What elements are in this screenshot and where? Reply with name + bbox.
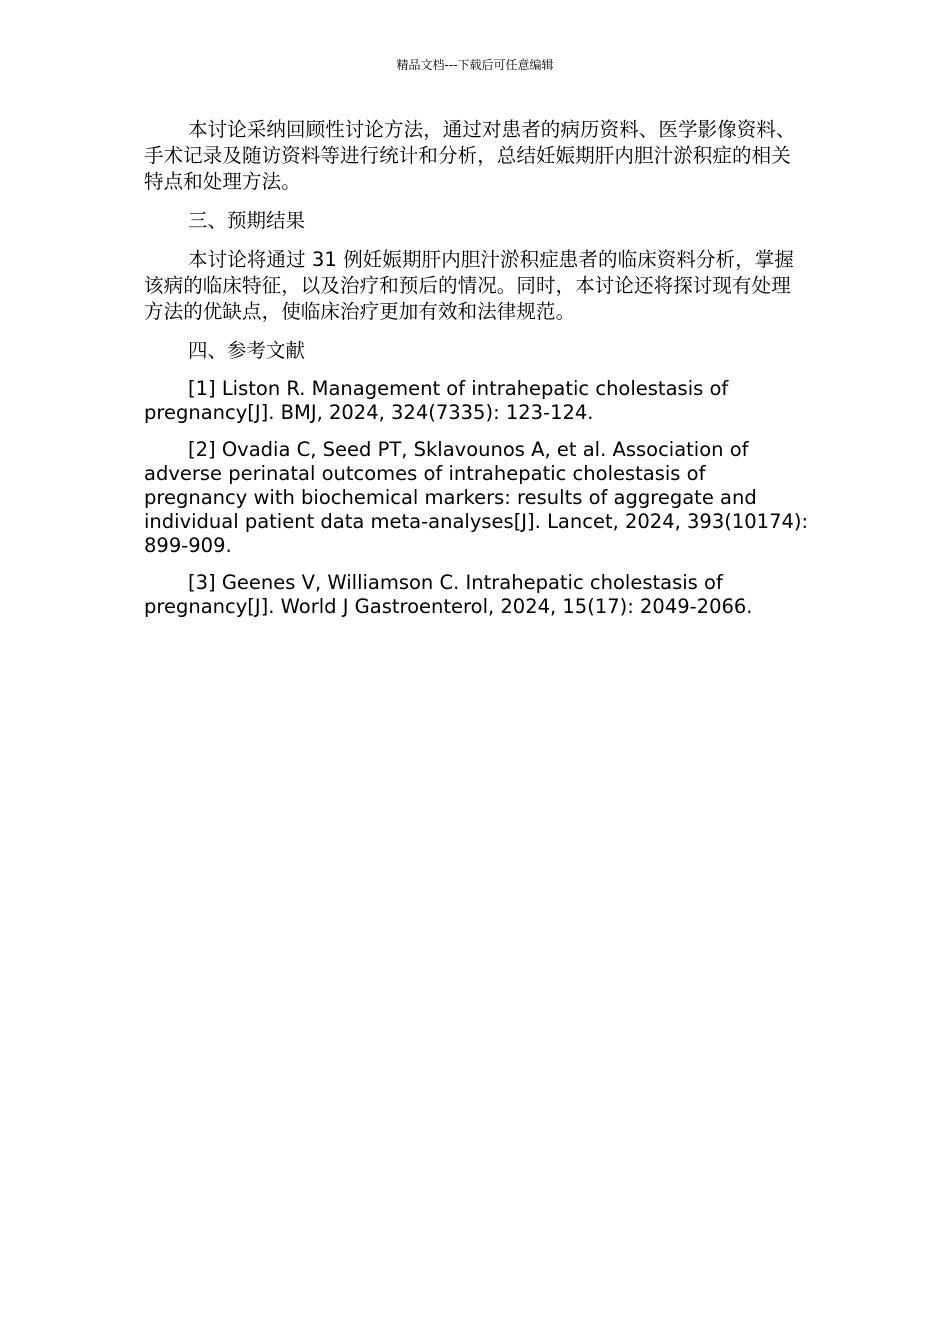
reference-item-2: [2] Ovadia C, Seed PT, Sklavounos A, et al. Association of adverse perinatal outcomes of intrahepatic cholestasis of pregnancy with biochemical markers: results of aggregate and individual patient data meta-analyses[J]. Lancet, 2024, 393(10174): 899-909. (144, 438, 809, 557)
section-heading-expected-results: 三、预期结果 (188, 209, 306, 232)
expected-results-paragraph: 本讨论将通过 31 例妊娠期肝内胆汁淤积症患者的临床资料分析，掌握该病的临床特征，以及治疗和预后的情况。同时，本讨论还将探讨现有处理方法的优缺点，使临床治疗更加有效和法律规范。 (144, 248, 795, 323)
reference-item-1: [1] Liston R. Management of intrahepatic cholestasis of pregnancy[J]. BMJ, 2024, 324(7335): 123-124. (144, 377, 729, 424)
methods-paragraph: 本讨论采纳回顾性讨论方法，通过对患者的病历资料、医学影像资料、手术记录及随访资料等进行统计和分析，总结妊娠期肝内胆汁淤积症的相关特点和处理方法。 (144, 118, 796, 193)
reference-item-3: [3] Geenes V, Williamson C. Intrahepatic cholestasis of pregnancy[J]. World J Gastroenterol, 2024, 15(17): 2049-2066. (144, 571, 753, 618)
section-heading-references: 四、参考文献 (188, 339, 306, 362)
document-body (144, 117, 809, 632)
page-header: 精品文档---下载后可任意编辑 (396, 58, 554, 72)
